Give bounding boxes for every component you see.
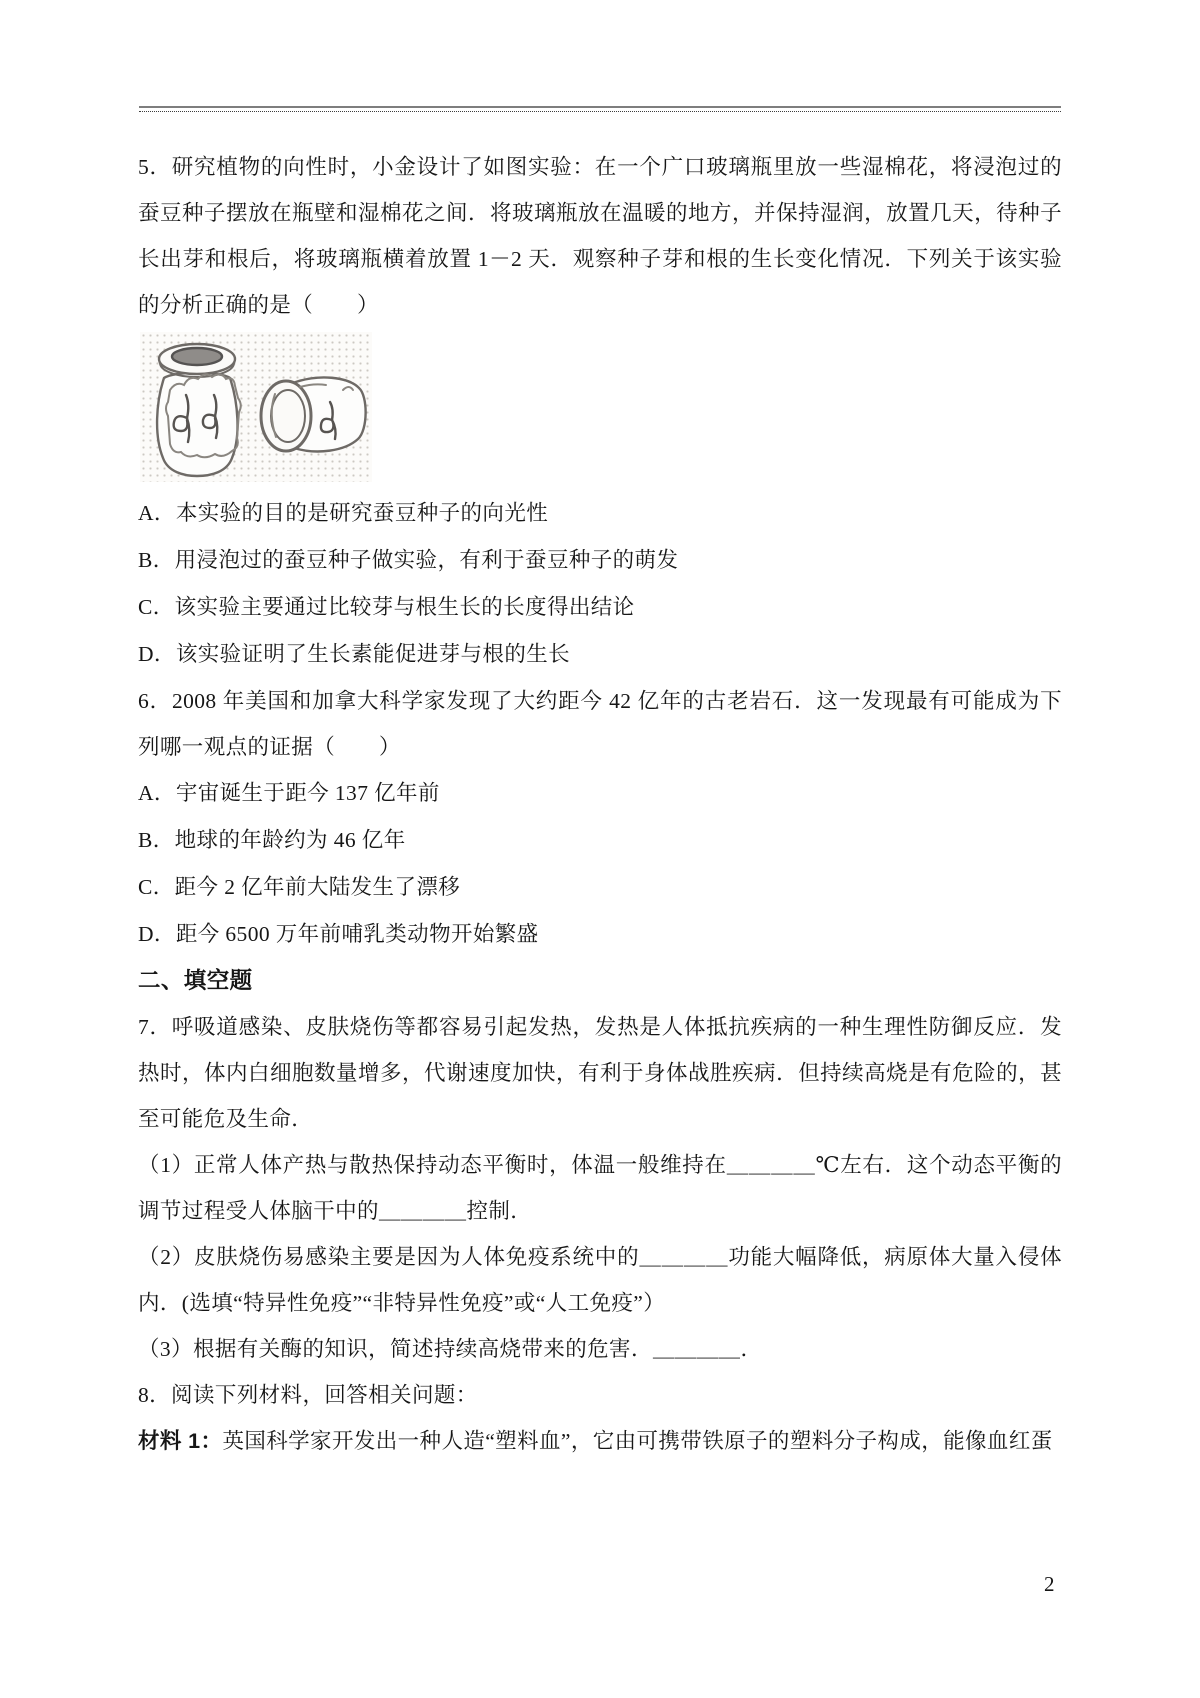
seed-jars-illustration — [140, 332, 372, 482]
question-8-material-1 — [138, 1418, 1062, 1464]
section-2-title: 二、填空题 — [138, 968, 253, 993]
question-5-option-c: C．该实验主要通过比较芽与根生长的长度得出结论 — [138, 595, 635, 619]
question-6-option-a: A．宇宙诞生于距今 137 亿年前 — [138, 781, 440, 805]
question-7-part-1: （1）正常人体产热与散热保持动态平衡时，体温一般维持在＿＿＿＿℃左右．这个动态平衡的调节过程受人体脑干中的＿＿＿＿控制． — [138, 1153, 1062, 1223]
question-6-option-b: B．地球的年龄约为 46 亿年 — [138, 828, 406, 852]
question-5-text: 5．研究植物的向性时，小金设计了如图实验：在一个广口玻璃瓶里放一些湿棉花，将浸泡过的蚕豆种子摆放在瓶壁和湿棉花之间．将玻璃瓶放在温暖的地方，并保持湿润，放置几天，待种子长出芽和根后，将玻璃瓶横着放置 1－2 天．观察种子芽和根的生长变化情况．下列关于该实验的分析正确的是（ ） — [138, 155, 1062, 317]
material-1-label: 材料 1： — [138, 1429, 223, 1453]
jar-sideways-illustration — [261, 377, 366, 451]
question-7-part-2: （2）皮肤烧伤易感染主要是因为人体免疫系统中的＿＿＿＿功能大幅降低，病原体大量入侵体内．(选填“特异性免疫”“非特异性免疫”或“人工免疫”） — [138, 1245, 1062, 1315]
question-5-option-d: D．该实验证明了生长素能促进芽与根的生长 — [138, 642, 571, 666]
page-number: 2 — [1044, 1572, 1055, 1596]
question-5-options — [138, 490, 1062, 677]
question-8-text: 8．阅读下列材料，回答相关问题： — [138, 1383, 478, 1407]
material-1-text: 英国科学家开发出一种人造“塑料血”，它由可携带铁原子的塑料分子构成，能像血红蛋 — [222, 1429, 1053, 1453]
question-6-option-c: C．距今 2 亿年前大陆发生了漂移 — [138, 875, 461, 899]
question-5-option-b: B．用浸泡过的蚕豆种子做实验，有利于蚕豆种子的萌发 — [138, 548, 679, 572]
question-6-option-d: D．距今 6500 万年前哺乳类动物开始繁盛 — [138, 922, 539, 946]
jar-upright-illustration — [157, 344, 241, 476]
question-7-text: 7．呼吸道感染、皮肤烧伤等都容易引起发热，发热是人体抵抗疾病的一种生理性防御反应．发热时，体内白细胞数量增多，代谢速度加快，有利于身体战胜疾病．但持续高烧是有危险的，甚至可能危及生命． — [138, 1015, 1062, 1131]
seed-jars-figure — [140, 332, 372, 482]
question-6-text: 6．2008 年美国和加拿大科学家发现了大约距今 42 亿年的古老岩石．这一发现最有可能成为下列哪一观点的证据（ ） — [138, 689, 1062, 759]
header-divider-rule — [139, 106, 1061, 112]
question-5-option-a: A．本实验的目的是研究蚕豆种子的向光性 — [138, 501, 549, 525]
question-6-options — [138, 770, 1062, 957]
page-content — [138, 144, 1062, 1464]
question-7-part-3: （3）根据有关酶的知识，简述持续高烧带来的危害．＿＿＿＿． — [138, 1337, 763, 1361]
